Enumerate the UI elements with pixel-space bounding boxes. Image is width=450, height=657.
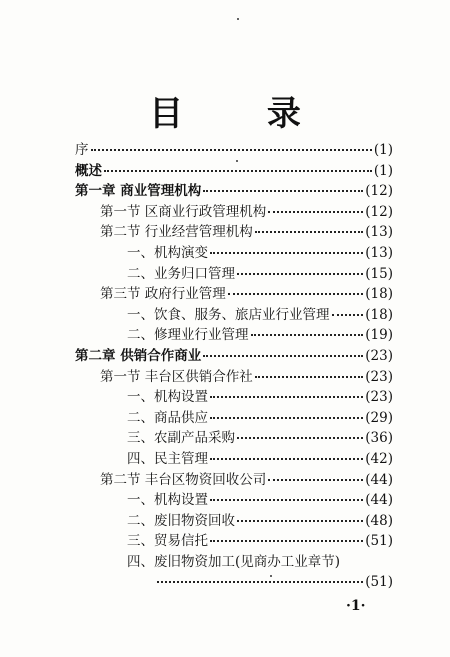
toc-entry-page: (29) <box>365 409 393 426</box>
dot-leader <box>210 416 363 419</box>
toc-entry-page: (19) <box>365 327 393 344</box>
scan-speck <box>270 575 272 577</box>
toc-entry-label: 四、民主管理 <box>127 450 208 467</box>
toc-entry <box>75 490 393 511</box>
toc-entry-page: (23) <box>365 389 393 406</box>
dot-leader <box>203 189 363 192</box>
dot-leader <box>210 395 363 398</box>
toc-entry-label: 概述 <box>75 162 102 179</box>
toc-entry <box>75 531 393 552</box>
dot-leader <box>237 519 363 522</box>
toc-entry-label: 第一节 丰台区供销合作社 <box>100 368 253 385</box>
toc-entry <box>75 202 393 223</box>
toc-entry <box>75 305 393 326</box>
toc-entry-page: (18) <box>365 286 393 303</box>
page-title: 目 录 <box>149 94 337 134</box>
toc-entry-page: (12) <box>365 183 393 200</box>
dot-leader <box>203 354 363 357</box>
toc-entry-label: 第二节 行业经营管理机构 <box>100 224 253 241</box>
toc-entry-page: (12) <box>365 203 393 220</box>
toc-entry <box>75 572 393 593</box>
toc-entry-label: 第一节 区商业行政管理机构 <box>100 203 267 220</box>
dot-leader <box>237 436 363 439</box>
toc-entry-page: (15) <box>365 265 393 282</box>
dot-leader <box>332 313 364 316</box>
dot-leader <box>210 539 363 542</box>
toc-entry <box>75 140 393 161</box>
toc-entry-page: (1) <box>373 142 393 158</box>
page-number: ·1· <box>346 598 366 614</box>
toc-entry-label: 二、商品供应 <box>127 409 208 426</box>
toc-entry-page: (44) <box>365 471 393 488</box>
toc-entry <box>75 470 393 491</box>
toc-entry <box>75 552 393 573</box>
dot-leader <box>104 169 372 172</box>
toc-entry <box>75 367 393 388</box>
dot-leader <box>210 457 363 460</box>
toc-entry-label: 三、农副产品采购 <box>127 430 235 447</box>
toc-entry-label: 一、机构设置 <box>127 389 208 406</box>
toc-entry <box>75 346 393 367</box>
toc-entry-page: (13) <box>365 244 393 261</box>
toc-entry-label: 四、废旧物资加工(见商办工业章节) <box>127 553 341 570</box>
toc-entry <box>75 511 393 532</box>
table-of-contents <box>75 140 393 593</box>
dot-leader <box>228 292 363 295</box>
dot-leader <box>268 478 363 481</box>
toc-entry-label: 第二章 供销合作商业 <box>75 347 202 364</box>
toc-entry-label: 二、业务归口管理 <box>127 265 235 282</box>
dot-leader <box>157 580 363 583</box>
dot-leader <box>210 498 363 501</box>
toc-entry-page: (23) <box>365 368 393 385</box>
toc-entry-page: (51) <box>365 574 393 591</box>
toc-entry-page: (48) <box>365 512 393 529</box>
toc-entry <box>75 325 393 346</box>
scan-speck <box>237 18 239 20</box>
toc-entry <box>75 181 393 202</box>
toc-entry-label: 二、废旧物资回收 <box>127 512 235 529</box>
toc-entry <box>75 387 393 408</box>
toc-entry-page: (18) <box>365 306 393 323</box>
toc-entry-page: (36) <box>365 430 393 447</box>
toc-entry <box>75 222 393 243</box>
toc-entry-page: (13) <box>365 224 393 241</box>
toc-entry-page: (42) <box>365 450 393 467</box>
toc-entry <box>75 408 393 429</box>
dot-leader <box>237 272 363 275</box>
toc-entry-label: 三、贸易信托 <box>127 533 208 550</box>
toc-entry-label: 一、机构设置 <box>127 492 208 509</box>
dot-leader <box>255 375 363 378</box>
toc-entry <box>75 449 393 470</box>
toc-entry <box>75 161 393 182</box>
dot-leader <box>268 210 363 213</box>
toc-entry-label: 一、机构演变 <box>127 244 208 261</box>
toc-entry-label: 第一章 商业管理机构 <box>75 183 202 200</box>
toc-entry <box>75 428 393 449</box>
toc-entry-label: 第三节 政府行业管理 <box>100 286 226 303</box>
scan-speck <box>236 160 238 162</box>
toc-entry <box>75 243 393 264</box>
dot-leader <box>255 230 363 233</box>
toc-entry-page: (1) <box>373 162 393 179</box>
toc-entry-label: 一、饮食、服务、旅店业行业管理 <box>127 306 330 323</box>
toc-entry-label: 第二节 丰台区物资回收公司 <box>100 471 267 488</box>
dot-leader <box>210 251 363 254</box>
toc-entry-label: 序 <box>75 142 89 158</box>
toc-entry <box>75 284 393 305</box>
toc-entry <box>75 264 393 285</box>
toc-entry-page: (44) <box>365 492 393 509</box>
toc-entry-page: (23) <box>365 347 393 364</box>
toc-entry-page: (51) <box>365 533 393 550</box>
dot-leader <box>251 333 364 336</box>
toc-entry-label: 二、修理业行业管理 <box>127 327 249 344</box>
dot-leader <box>91 148 372 151</box>
